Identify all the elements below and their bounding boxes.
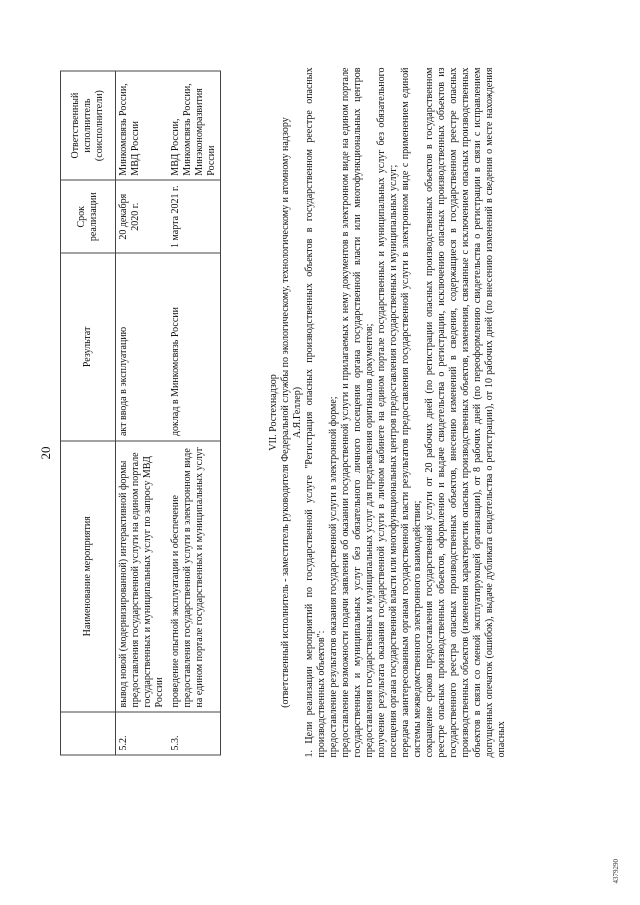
header-num	[61, 711, 116, 754]
header-term: Срок реализации	[61, 180, 116, 253]
paragraph: передача заинтересованным органам государственной власти результатов предоставления государственной услуги в электронном виде с применением единой системы межведомственного электронного взаимодействия;	[400, 67, 423, 757]
header-name: Наименование мероприятия	[61, 440, 116, 711]
responsible-line-2: А.Я.Геллер)	[292, 386, 303, 438]
page-number: 20	[38, 446, 53, 459]
responsible-line-1: (ответственный исполнитель - заместитель руководителя Федеральной службы по экологическому, технологическому и атомному надзору	[280, 116, 291, 708]
table-row	[168, 71, 221, 755]
paragraph: предоставление результатов оказания государственной услуги в электронной форме;	[328, 395, 339, 757]
row-num: 5.2.	[116, 711, 169, 754]
row-result: доклад в Минкомсвязь России	[168, 253, 221, 440]
section-title: VII. Ростехнадзор	[268, 373, 279, 451]
header-executor: Ответственный исполнитель (соисполнители)	[61, 71, 116, 180]
row-executor: Минкомсвязь России, МВД России	[116, 71, 169, 180]
row-name: проведение опытной эксплуатации и обеспечение предоставления государственной услуги в электронном виде на едином портале государственных и муниципальных услуг	[168, 440, 221, 711]
document-body	[268, 67, 508, 757]
row-term: 1 марта 2021 г.	[168, 180, 221, 253]
row-num: 5.3.	[168, 711, 221, 754]
row-executor: МВД России, Минкомсвязь России, Минэкономразвития России	[168, 71, 221, 180]
row-term: 20 декабря 2020 г.	[116, 180, 169, 253]
table-header-row	[61, 71, 116, 755]
paragraph: сокращение сроков предоставления государственной услуги от 20 рабочих дней (по регистрации опасных производственных объектов в государственном реестре опасных производственных объектов, оформлению и выдаче свидетельства о регистрации, исключению опасных производственных объектов из государственного реестра опасных производственных объектов, внесению изменений в сведения, содержащиеся в государственном реестре опасных производственных объектов (изменения характеристик опасных производственных объектов, изменения, связанные с исключением опасных производственных объектов в связи со сменой эксплуатирующей организации), от 8 рабочих дней (по переоформлению свидетельства о регистрации в связи с исправлением допущенных опечаток (ошибок), выдаче дубликата свидетельства о регистрации), от 10 рабочих дней (по внесению изменений в сведения о месте нахождения опасных	[424, 67, 507, 757]
paragraph: получение результата оказания государственной услуги в личном кабинете на едином портале государственных и муниципальных услуг без обязательного посещения органа государственной власти или многофункциональных центров предоставления государственных и муниципальных услуг;	[376, 67, 399, 757]
row-name: вывод новой (модернизированной) интерактивной формы предоставления государственной услуги на едином портале государственных и муниципальных услуг по запросу МВД России	[116, 440, 169, 711]
paragraph: 1. Цели реализации мероприятий по государственной услуге "Регистрация опасных производственных объектов в государственном реестре опасных производственных объектов":	[304, 67, 327, 757]
measures-table	[60, 70, 221, 755]
header-result: Результат	[61, 253, 116, 440]
document-id: 4379290	[612, 858, 620, 883]
row-result: акт ввода в эксплуатацию	[116, 253, 169, 440]
table-row	[116, 71, 169, 755]
paragraph: предоставление возможности подачи заявления об оказании государственной услуги и прилагаемых к нему документов в электронном виде на едином портале государственных и муниципальных услуг без обязательного личного посещения органа государственной власти или многофункциональных центров предоставления государственных и муниципальных услуг для предъявления оригиналов документов;	[340, 67, 375, 757]
